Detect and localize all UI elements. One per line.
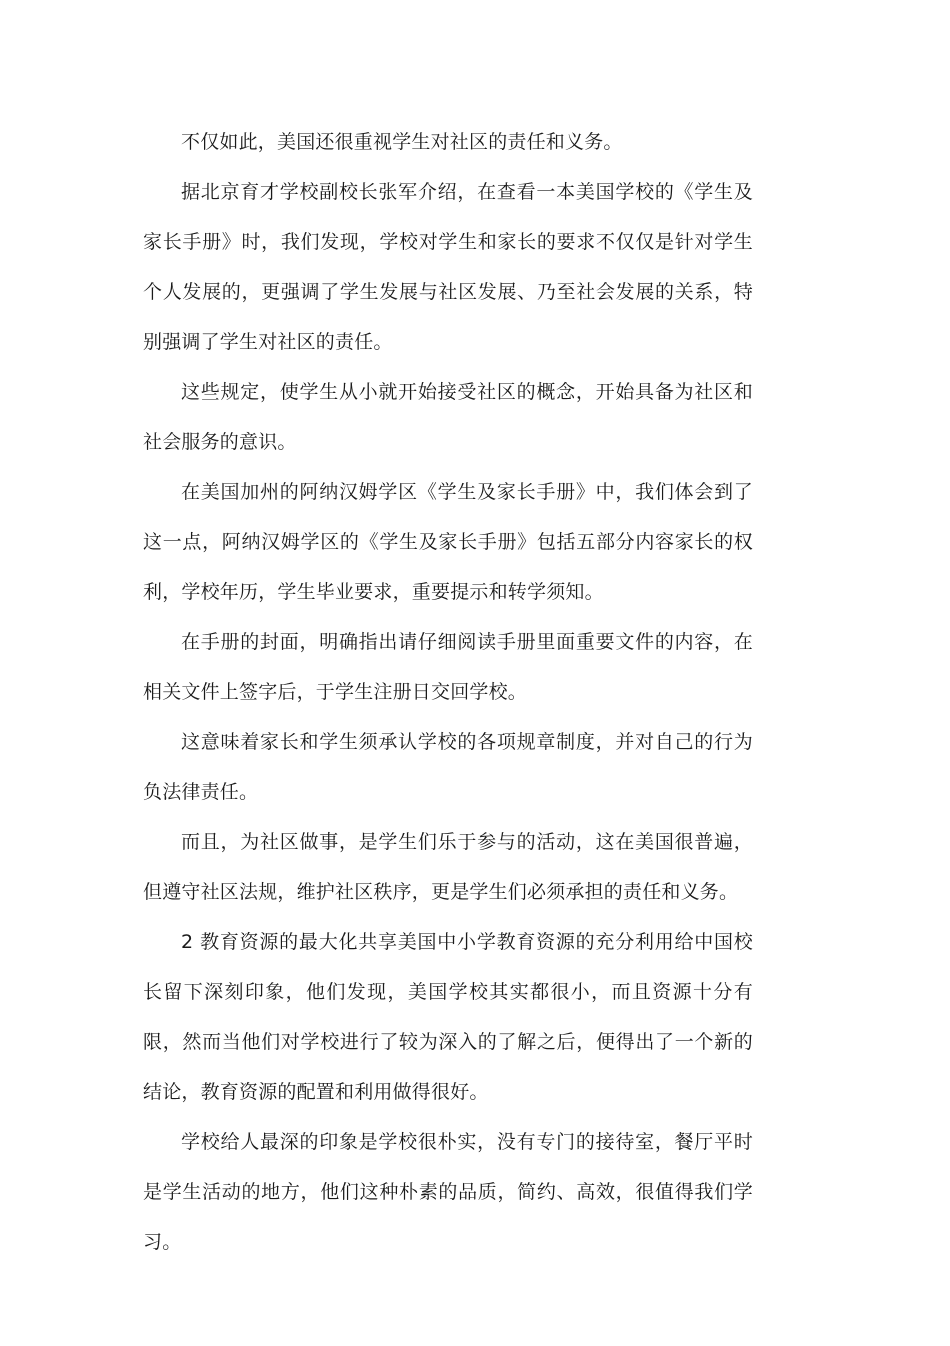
paragraph-9: 学校给人最深的印象是学校很朴实，没有专门的接待室，餐厅平时是学生活动的地方，他们这种朴素的品质，简约、高效，很值得我们学习。 [143,1131,753,1253]
paragraph-4: 在美国加州的阿纳汉姆学区《学生及家长手册》中，我们体会到了这一点，阿纳汉姆学区的《学生及家长手册》包括五部分内容家长的权利，学校年历，学生毕业要求，重要提示和转学须知。 [143,481,753,603]
paragraph-1: 不仅如此，美国还很重视学生对社区的责任和义务。 [181,131,623,153]
paragraph-2: 据北京育才学校副校长张军介绍，在查看一本美国学校的《学生及家长手册》时，我们发现，学校对学生和家长的要求不仅仅是针对学生个人发展的，更强调了学生发展与社区发展、乃至社会发展的关系，特别强调了学生对社区的责任。 [143,181,753,353]
paragraph-5: 在手册的封面，明确指出请仔细阅读手册里面重要文件的内容，在相关文件上签字后，于学生注册日交回学校。 [143,631,753,703]
paragraph-3: 这些规定，使学生从小就开始接受社区的概念，开始具备为社区和社会服务的意识。 [143,381,753,453]
paragraph-6: 这意味着家长和学生须承认学校的各项规章制度，并对自己的行为负法律责任。 [143,731,753,803]
paragraph-8: 2 教育资源的最大化共享美国中小学教育资源的充分利用给中国校长留下深刻印象，他们发现，美国学校其实都很小，而且资源十分有限，然而当他们对学校进行了较为深入的了解之后，便得出了一个新的结论，教育资源的配置和利用做得很好。 [143,931,753,1103]
paragraph-7: 而且，为社区做事，是学生们乐于参与的活动，这在美国很普遍，但遵守社区法规，维护社区秩序，更是学生们必须承担的责任和义务。 [143,831,753,903]
document-body [143,117,753,1267]
